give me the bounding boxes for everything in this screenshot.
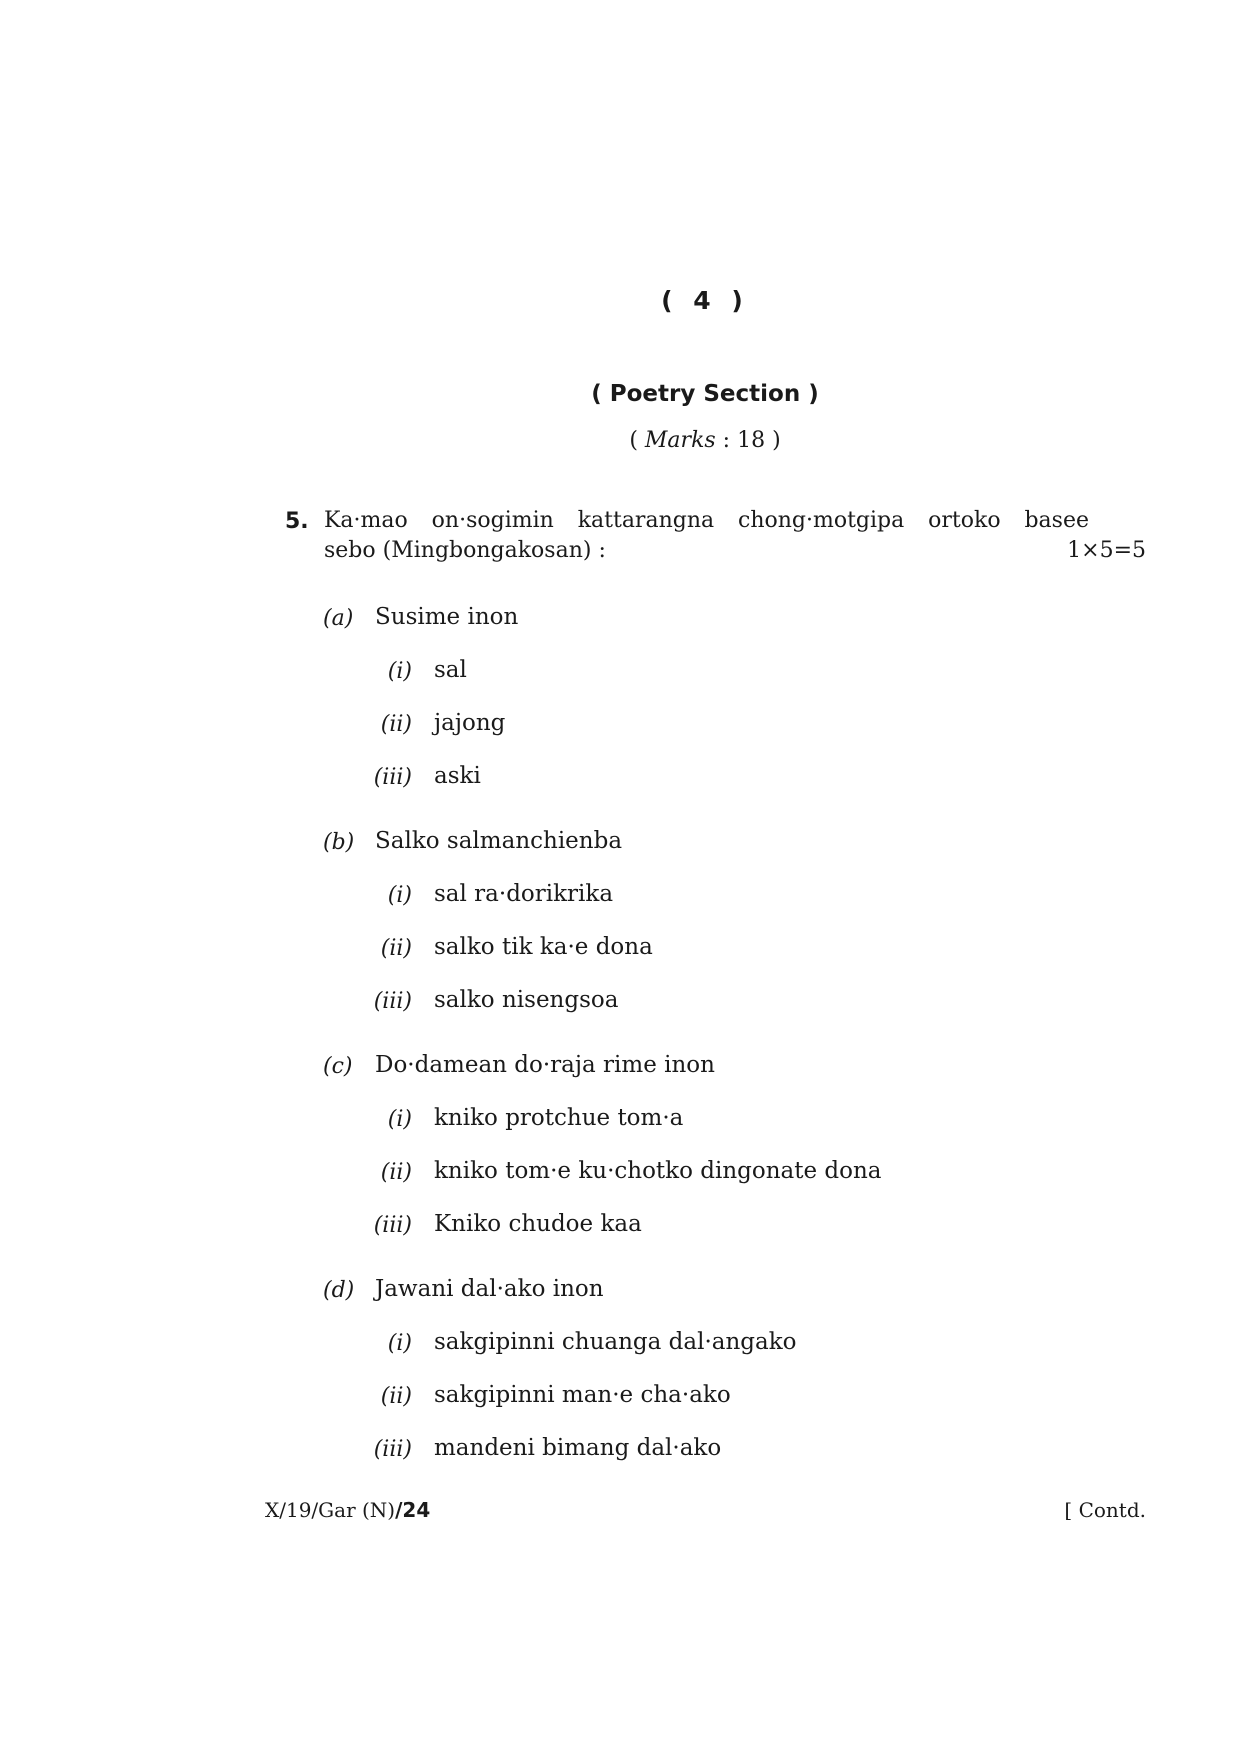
option-label: (iii) xyxy=(373,1213,412,1238)
option-text: aski xyxy=(434,763,481,789)
part-label: (a) xyxy=(323,606,354,631)
option-text: sakgipinni chuanga dal·angako xyxy=(434,1329,797,1355)
marks-value: : 18 ) xyxy=(715,428,781,453)
option-label: (iii) xyxy=(373,765,412,790)
section-marks xyxy=(0,428,1242,453)
part-text: Jawani dal·ako inon xyxy=(375,1276,604,1302)
option-text: salko nisengsoa xyxy=(434,987,619,1013)
option-label: (ii) xyxy=(380,1160,412,1185)
part-text: Salko salmanchienba xyxy=(375,828,623,854)
part-label: (c) xyxy=(323,1054,353,1079)
page-number: ( 4 ) xyxy=(661,286,749,315)
option-text: Kniko chudoe kaa xyxy=(434,1211,642,1237)
option-label: (i) xyxy=(387,883,412,908)
option-label: (iii) xyxy=(373,1437,412,1462)
section-title: ( Poetry Section ) xyxy=(591,381,819,407)
marks-label: Marks xyxy=(644,428,716,453)
option-label: (i) xyxy=(387,1107,412,1132)
question-text-line-1: Ka·mao on·sogimin kattarangna chong·motgipa ortoko basee xyxy=(324,508,1089,533)
option-label: (iii) xyxy=(373,989,412,1014)
footer-contd: [ Contd. xyxy=(1064,1498,1146,1522)
option-label: (ii) xyxy=(380,936,412,961)
paper-code-suffix: /24 xyxy=(395,1498,431,1522)
question-marks: 1×5=5 xyxy=(1067,538,1146,563)
option-label: (ii) xyxy=(380,1384,412,1409)
paper-code: X/19/Gar (N) xyxy=(265,1498,396,1522)
option-text: mandeni bimang dal·ako xyxy=(434,1435,722,1461)
option-text: kniko tom·e ku·chotko dingonate dona xyxy=(434,1158,882,1184)
option-text: sakgipinni man·e cha·ako xyxy=(434,1382,731,1408)
option-text: sal ra·dorikrika xyxy=(434,881,614,907)
option-text: sal xyxy=(434,657,467,683)
option-text: kniko protchue tom·a xyxy=(434,1105,684,1131)
option-label: (ii) xyxy=(380,712,412,737)
part-text: Susime inon xyxy=(375,604,519,630)
footer-paper-code xyxy=(265,1498,430,1522)
option-label: (i) xyxy=(387,1331,412,1356)
question-text-line-2: sebo (Mingbongakosan) : xyxy=(324,538,606,563)
part-text: Do·damean do·raja rime inon xyxy=(375,1052,715,1078)
option-label: (i) xyxy=(387,659,412,684)
option-text: jajong xyxy=(434,710,506,736)
part-label: (d) xyxy=(323,1278,355,1303)
option-text: salko tik ka·e dona xyxy=(434,934,653,960)
question-number: 5. xyxy=(285,509,309,534)
part-label: (b) xyxy=(323,830,355,855)
marks-open: ( xyxy=(629,428,645,453)
